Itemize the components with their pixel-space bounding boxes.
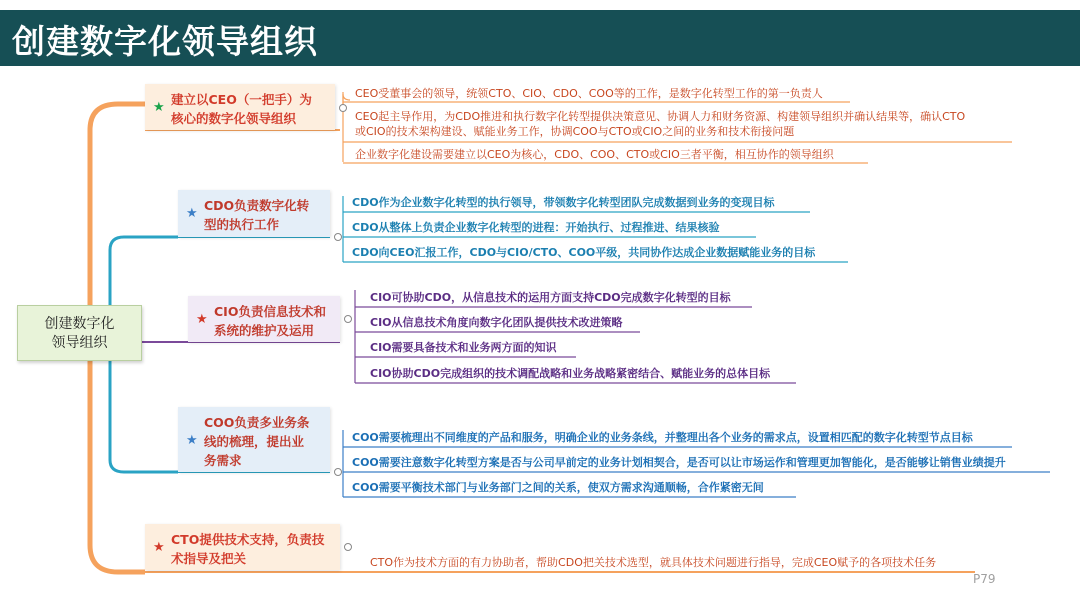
branch-cio-line2: 系统的维护及运用 bbox=[214, 323, 315, 338]
star-blue-icon: ★ bbox=[186, 206, 198, 221]
branch-ceo-line1: 建立以CEO（一把手）为 bbox=[171, 92, 312, 107]
root-label-line1: 创建数字化 bbox=[44, 316, 115, 332]
page-title: 创建数字化领导组织 bbox=[12, 22, 318, 61]
branch-ceo-line2: 核心的数字化领导组织 bbox=[171, 111, 297, 126]
branch-cio[interactable] bbox=[188, 296, 340, 342]
root-node[interactable] bbox=[17, 305, 142, 361]
collapse-toggle-icon[interactable] bbox=[334, 468, 342, 476]
collapse-toggle-icon[interactable] bbox=[344, 543, 352, 551]
leaf-coo-1: COO需要梳理出不同维度的产品和服务，明确企业的业务条线，并整理出各个业务的需求点，设置相匹配的数字化转型节点目标 bbox=[352, 431, 973, 444]
branch-cto-line1: CTO提供技术支持，负责技 bbox=[171, 532, 325, 547]
collapse-toggle-icon[interactable] bbox=[339, 104, 347, 112]
collapse-toggle-icon[interactable] bbox=[334, 233, 342, 241]
branch-cio-line1: CIO负责信息技术和 bbox=[214, 304, 326, 319]
leaf-ceo-2a: CEO起主导作用，为CDO推进和执行数字化转型提供决策意见、协调人力和财务资源、构建领导组织并确认结果等，确认CTO bbox=[355, 110, 966, 123]
branch-cdo-line1: CDO负责数字化转 bbox=[204, 198, 310, 213]
leaf-cdo-3: CDO向CEO汇报工作，CDO与CIO/CTO、COO平级，共同协作达成企业数据赋能业务的目标 bbox=[352, 246, 816, 259]
leaf-cdo-1: CDO作为企业数字化转型的执行领导，带领数字化转型团队完成数据到业务的变现目标 bbox=[352, 196, 775, 209]
leaf-cio-1: CIO可协助CDO，从信息技术的运用方面支持CDO完成数字化转型的目标 bbox=[370, 291, 731, 304]
leaf-cio-3: CIO需要具备技术和业务两方面的知识 bbox=[370, 341, 557, 354]
branch-ceo[interactable] bbox=[145, 84, 335, 130]
leaf-ceo-1: CEO受董事会的领导，统领CTO、CIO、CDO、COO等的工作，是数字化转型工作的第一负责人 bbox=[355, 87, 823, 100]
branch-cto[interactable] bbox=[145, 524, 340, 570]
branch-cdo[interactable] bbox=[178, 190, 330, 237]
branch-cdo-line2: 型的执行工作 bbox=[204, 217, 280, 232]
leaf-ceo-3: 企业数字化建设需要建立以CEO为核心，CDO、COO、CTO或CIO三者平衡，相互协作的领导组织 bbox=[355, 148, 834, 161]
branch-coo-line2: 线的梳理，提出业 bbox=[204, 434, 305, 449]
star-blue-icon: ★ bbox=[186, 433, 198, 448]
star-green-icon: ★ bbox=[153, 100, 165, 115]
star-red-icon: ★ bbox=[196, 312, 208, 327]
branch-cto-line2: 术指导及把关 bbox=[171, 551, 247, 566]
leaf-cio-2: CIO从信息技术角度向数字化团队提供技术改进策略 bbox=[370, 316, 623, 329]
branch-coo-line3: 务需求 bbox=[204, 453, 242, 468]
star-red-icon: ★ bbox=[153, 540, 165, 555]
leaf-coo-3: COO需要平衡技术部门与业务部门之间的关系，使双方需求沟通顺畅，合作紧密无间 bbox=[352, 481, 764, 494]
leaf-cto-1: CTO作为技术方面的有力协助者，帮助CDO把关技术选型，就具体技术问题进行指导，完成CEO赋予的各项技术任务 bbox=[370, 556, 937, 569]
leaf-cdo-2: CDO从整体上负责企业数字化转型的进程：开始执行、过程推进、结果核验 bbox=[352, 221, 720, 234]
branch-coo-line1: COO负责多业务条 bbox=[204, 415, 310, 430]
root-label-line2: 领导组织 bbox=[51, 335, 108, 351]
leaf-cio-4: CIO协助CDO完成组织的技术调配战略和业务战略紧密结合、赋能业务的总体目标 bbox=[370, 367, 771, 380]
leaf-ceo-2b: 或CIO的技术架构建设、赋能业务工作，协调COO与CTO或CIO之间的业务和技术衔接问题 bbox=[355, 125, 795, 138]
page-number: P79 bbox=[973, 572, 996, 586]
leaf-coo-2: COO需要注意数字化转型方案是否与公司早前定的业务计划相契合，是否可以让市场运作和管理更加智能化，是否能够让销售业绩提升 bbox=[352, 456, 1006, 469]
collapse-toggle-icon[interactable] bbox=[344, 315, 352, 323]
branch-coo[interactable] bbox=[178, 407, 330, 472]
